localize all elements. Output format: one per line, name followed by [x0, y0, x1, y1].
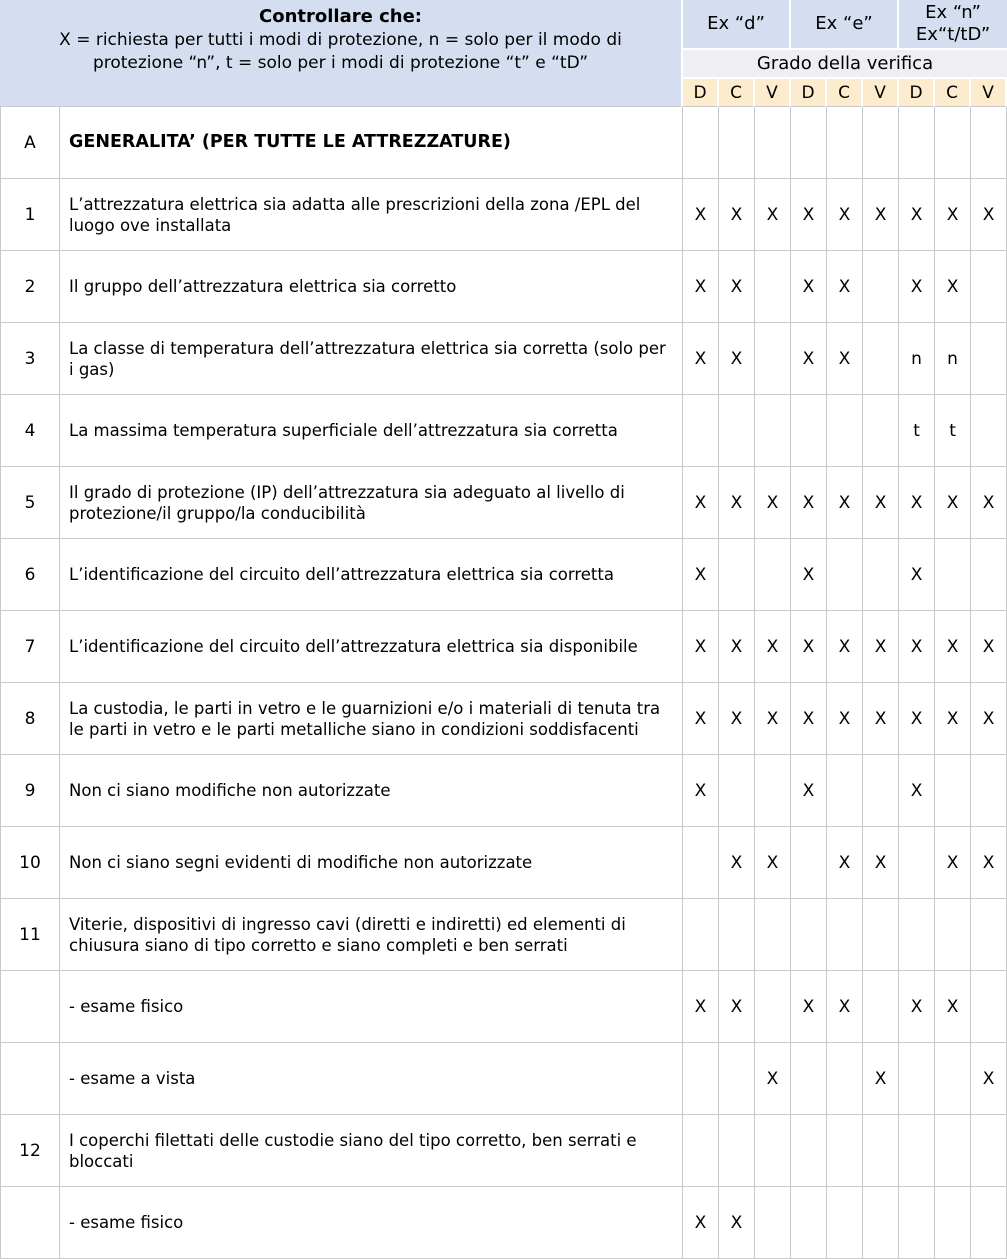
column-header-c-1: C [719, 79, 755, 107]
mark-cell: X [863, 827, 899, 899]
row-description: Non ci siano modifiche non autorizzate [60, 755, 683, 827]
row-number: 3 [0, 323, 60, 395]
mark-cell [755, 899, 791, 971]
grade-header: Grado della verifica [683, 50, 1007, 79]
mark-cell [683, 107, 719, 179]
mark-cell [791, 107, 827, 179]
mark-cell: X [827, 179, 863, 251]
column-group-ex-d-label: Ex “d” [707, 13, 765, 34]
mark-cell: X [791, 323, 827, 395]
mark-cell [863, 251, 899, 323]
mark-cell [827, 395, 863, 467]
column-header-c-2: C [827, 79, 863, 107]
table-row [0, 467, 1007, 539]
table-row [0, 1115, 1007, 1187]
mark-cell [719, 755, 755, 827]
mark-cell [971, 323, 1007, 395]
column-group-ex-n-t [899, 0, 1007, 50]
row-number: A [0, 107, 60, 179]
row-number: 8 [0, 683, 60, 755]
mark-cell: X [683, 971, 719, 1043]
table-header [0, 0, 1007, 107]
mark-cell: X [935, 971, 971, 1043]
mark-cell: X [683, 755, 719, 827]
mark-cell [899, 1043, 935, 1115]
mark-cell: n [935, 323, 971, 395]
column-header-c-3: C [935, 79, 971, 107]
mark-cell: X [755, 683, 791, 755]
mark-cell [935, 539, 971, 611]
row-description: Il gruppo dell’attrezzatura elettrica sia corretto [60, 251, 683, 323]
mark-cell: X [863, 1043, 899, 1115]
mark-cell [755, 251, 791, 323]
mark-cell [719, 1043, 755, 1115]
mark-cell [971, 1187, 1007, 1259]
mark-cell: X [863, 683, 899, 755]
mark-cell: X [719, 179, 755, 251]
mark-cell [791, 827, 827, 899]
mark-cell: X [719, 467, 755, 539]
mark-cell [791, 395, 827, 467]
row-description: GENERALITA’ (PER TUTTE LE ATTREZZATURE) [60, 107, 683, 179]
mark-cell: X [827, 467, 863, 539]
row-number: 2 [0, 251, 60, 323]
mark-cell [719, 395, 755, 467]
mark-cell: X [719, 323, 755, 395]
header-legend-cell [0, 0, 683, 107]
mark-cell [971, 107, 1007, 179]
mark-cell: t [935, 395, 971, 467]
mark-cell: X [683, 1187, 719, 1259]
mark-cell: X [899, 179, 935, 251]
column-header-v-2: V [863, 79, 899, 107]
table-body [0, 107, 1007, 1259]
column-header-v-1: V [755, 79, 791, 107]
mark-cell: X [899, 467, 935, 539]
mark-cell: X [755, 1043, 791, 1115]
mark-cell [863, 395, 899, 467]
mark-cell [827, 107, 863, 179]
mark-cell: X [863, 611, 899, 683]
row-description: I coperchi filettati delle custodie siano del tipo corretto, ben serrati e bloccati [60, 1115, 683, 1187]
mark-cell: X [791, 467, 827, 539]
row-number: 9 [0, 755, 60, 827]
mark-cell [863, 899, 899, 971]
row-description: Il grado di protezione (IP) dell’attrezzatura sia adeguato al livello di protezione/il gruppo/la conducibilità [60, 467, 683, 539]
mark-cell: X [935, 251, 971, 323]
row-number: 10 [0, 827, 60, 899]
mark-cell [719, 539, 755, 611]
mark-cell: X [719, 683, 755, 755]
row-number [0, 1043, 60, 1115]
mark-cell [971, 755, 1007, 827]
header-title: Controllare che: [259, 6, 422, 27]
row-number [0, 1187, 60, 1259]
mark-cell [971, 251, 1007, 323]
table-row [0, 971, 1007, 1043]
mark-cell: X [791, 251, 827, 323]
mark-cell [863, 1115, 899, 1187]
mark-cell: X [791, 971, 827, 1043]
mark-cell [971, 1115, 1007, 1187]
row-description: L’attrezzatura elettrica sia adatta alle prescrizioni della zona /EPL del luogo ove installata [60, 179, 683, 251]
mark-cell: X [791, 755, 827, 827]
mark-cell: X [971, 827, 1007, 899]
mark-cell: X [899, 755, 935, 827]
table-row [0, 395, 1007, 467]
table-row [0, 323, 1007, 395]
mark-cell: X [827, 611, 863, 683]
mark-cell: X [899, 683, 935, 755]
mark-cell: X [827, 683, 863, 755]
mark-cell [827, 1115, 863, 1187]
mark-cell [719, 107, 755, 179]
mark-cell [755, 539, 791, 611]
column-group-ex-n-label-line-2: Ex“t/tD” [915, 24, 991, 45]
mark-cell: X [719, 251, 755, 323]
mark-cell: X [971, 1043, 1007, 1115]
mark-cell [755, 323, 791, 395]
mark-cell: X [791, 179, 827, 251]
row-number: 4 [0, 395, 60, 467]
mark-cell: t [899, 395, 935, 467]
mark-cell [683, 395, 719, 467]
mark-cell [863, 323, 899, 395]
row-description: La massima temperatura superficiale dell’attrezzatura sia corretta [60, 395, 683, 467]
mark-cell: X [935, 683, 971, 755]
mark-cell: X [791, 611, 827, 683]
mark-cell: X [683, 539, 719, 611]
mark-cell: X [971, 683, 1007, 755]
mark-cell [827, 899, 863, 971]
mark-cell: X [971, 611, 1007, 683]
mark-cell [899, 107, 935, 179]
mark-cell: X [863, 179, 899, 251]
mark-cell: X [719, 1187, 755, 1259]
mark-cell: X [935, 827, 971, 899]
column-group-ex-e-label: Ex “e” [815, 13, 873, 34]
row-description: - esame fisico [60, 971, 683, 1043]
mark-cell: X [899, 971, 935, 1043]
mark-cell: X [791, 683, 827, 755]
mark-cell [755, 1115, 791, 1187]
mark-cell [935, 755, 971, 827]
mark-cell: X [827, 323, 863, 395]
mark-cell [863, 971, 899, 1043]
mark-cell: X [899, 251, 935, 323]
mark-cell: X [791, 539, 827, 611]
mark-cell: X [755, 467, 791, 539]
table-row [0, 611, 1007, 683]
table-row [0, 1187, 1007, 1259]
mark-cell [971, 539, 1007, 611]
mark-cell [755, 1187, 791, 1259]
mark-cell: X [683, 683, 719, 755]
mark-cell [935, 1115, 971, 1187]
row-description: L’identificazione del circuito dell’attrezzatura elettrica sia disponibile [60, 611, 683, 683]
mark-cell: X [683, 251, 719, 323]
table-row [0, 755, 1007, 827]
mark-cell: X [827, 971, 863, 1043]
mark-cell: X [971, 179, 1007, 251]
mark-cell [683, 827, 719, 899]
mark-cell [827, 1187, 863, 1259]
table-row [0, 179, 1007, 251]
table-row [0, 539, 1007, 611]
mark-cell: n [899, 323, 935, 395]
mark-cell [935, 899, 971, 971]
mark-cell [935, 1043, 971, 1115]
row-description: L’identificazione del circuito dell’attrezzatura elettrica sia corretta [60, 539, 683, 611]
mark-cell [863, 107, 899, 179]
row-description: Viterie, dispositivi di ingresso cavi (diretti e indiretti) ed elementi di chiusura siano di tipo corretto e siano completi e ben serrati [60, 899, 683, 971]
mark-cell: X [935, 611, 971, 683]
mark-cell [791, 1043, 827, 1115]
mark-cell [971, 899, 1007, 971]
mark-cell: X [719, 611, 755, 683]
row-number: 5 [0, 467, 60, 539]
header-subtitle-line-1: X = richiesta per tutti i modi di protezione, n = solo per il modo di [59, 30, 622, 50]
row-number: 6 [0, 539, 60, 611]
row-description: Non ci siano segni evidenti di modifiche non autorizzate [60, 827, 683, 899]
mark-cell [719, 899, 755, 971]
mark-cell: X [899, 539, 935, 611]
mark-cell [755, 755, 791, 827]
row-number: 11 [0, 899, 60, 971]
table-row [0, 827, 1007, 899]
table-row [0, 1043, 1007, 1115]
row-description: - esame fisico [60, 1187, 683, 1259]
row-description: La classe di temperatura dell’attrezzatura elettrica sia corretta (solo per i gas) [60, 323, 683, 395]
mark-cell: X [719, 971, 755, 1043]
mark-cell: X [935, 467, 971, 539]
mark-cell: X [971, 467, 1007, 539]
mark-cell: X [863, 467, 899, 539]
mark-cell [719, 1115, 755, 1187]
mark-cell: X [683, 323, 719, 395]
mark-cell: X [755, 827, 791, 899]
mark-cell [899, 899, 935, 971]
mark-cell [863, 539, 899, 611]
column-group-ex-n-label-line-1: Ex “n” [925, 2, 981, 23]
section-row [0, 107, 1007, 179]
mark-cell [971, 395, 1007, 467]
mark-cell [899, 1115, 935, 1187]
table-row [0, 683, 1007, 755]
mark-cell: X [827, 827, 863, 899]
mark-cell [683, 1115, 719, 1187]
row-description: - esame a vista [60, 1043, 683, 1115]
mark-cell: X [899, 611, 935, 683]
row-number: 7 [0, 611, 60, 683]
mark-cell [863, 755, 899, 827]
mark-cell [827, 539, 863, 611]
mark-cell: X [683, 611, 719, 683]
mark-cell [935, 107, 971, 179]
column-group-ex-d [683, 0, 791, 50]
mark-cell [683, 1043, 719, 1115]
mark-cell [791, 1115, 827, 1187]
table-row [0, 251, 1007, 323]
mark-cell: X [755, 179, 791, 251]
mark-cell: X [683, 467, 719, 539]
mark-cell [863, 1187, 899, 1259]
header-group-row [0, 0, 1007, 50]
row-number [0, 971, 60, 1043]
mark-cell [683, 899, 719, 971]
column-header-d-3: D [899, 79, 935, 107]
column-header-d-2: D [791, 79, 827, 107]
mark-cell [755, 971, 791, 1043]
mark-cell [791, 1187, 827, 1259]
column-header-d-1: D [683, 79, 719, 107]
column-group-ex-e [791, 0, 899, 50]
mark-cell [827, 755, 863, 827]
mark-cell [827, 1043, 863, 1115]
mark-cell [791, 899, 827, 971]
column-header-v-3: V [971, 79, 1007, 107]
table-row [0, 899, 1007, 971]
mark-cell [755, 107, 791, 179]
mark-cell [935, 1187, 971, 1259]
mark-cell: X [827, 251, 863, 323]
mark-cell [899, 827, 935, 899]
header-subtitle-line-2: protezione “n”, t = solo per i modi di protezione “t” e “tD” [92, 53, 589, 73]
row-number: 1 [0, 179, 60, 251]
mark-cell: X [755, 611, 791, 683]
mark-cell: X [935, 179, 971, 251]
row-description: La custodia, le parti in vetro e le guarnizioni e/o i materiali di tenuta tra le parti in vetro e le parti metalliche siano in condizioni soddisfacenti [60, 683, 683, 755]
mark-cell: X [683, 179, 719, 251]
row-number: 12 [0, 1115, 60, 1187]
mark-cell: X [719, 827, 755, 899]
mark-cell [755, 395, 791, 467]
mark-cell [971, 971, 1007, 1043]
mark-cell [899, 1187, 935, 1259]
